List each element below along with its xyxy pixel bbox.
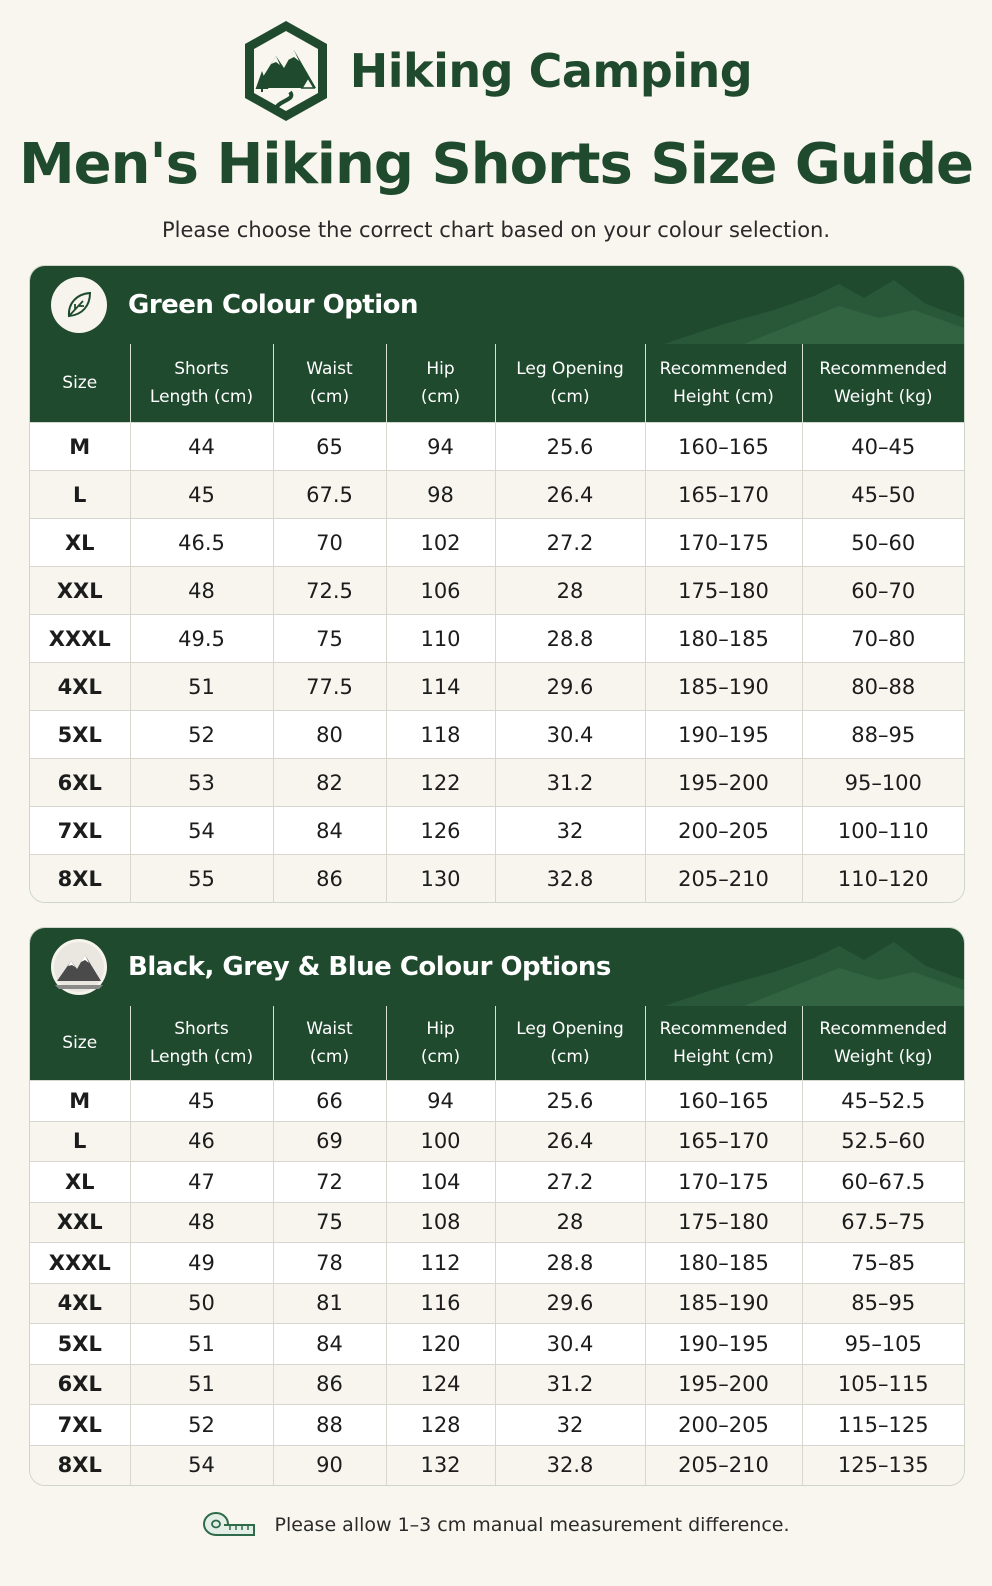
table-cell: 80 bbox=[273, 711, 386, 759]
mountain-decoration bbox=[664, 266, 964, 344]
table-cell: 195–200 bbox=[645, 759, 802, 807]
table-cell: 60–67.5 bbox=[802, 1162, 964, 1203]
table-cell: 67.5 bbox=[273, 471, 386, 519]
table-cell: 88–95 bbox=[802, 711, 964, 759]
table-cell: 110 bbox=[386, 615, 495, 663]
table-cell: 46.5 bbox=[130, 519, 273, 567]
table-cell: 95–105 bbox=[802, 1324, 964, 1365]
table-cell: 53 bbox=[130, 759, 273, 807]
leaf-icon bbox=[51, 277, 107, 333]
size-label-cell: XXL bbox=[30, 567, 130, 615]
table-cell: 95–100 bbox=[802, 759, 964, 807]
table-cell: 132 bbox=[386, 1445, 495, 1485]
size-label-cell: XL bbox=[30, 519, 130, 567]
table-cell: 50–60 bbox=[802, 519, 964, 567]
table-cell: 45–50 bbox=[802, 471, 964, 519]
table-cell: 25.6 bbox=[495, 423, 645, 471]
table-cell: 180–185 bbox=[645, 615, 802, 663]
table-cell: 52 bbox=[130, 711, 273, 759]
table-cell: 51 bbox=[130, 663, 273, 711]
footer-note bbox=[0, 1510, 992, 1540]
table-cell: 165–170 bbox=[645, 471, 802, 519]
column-header bbox=[802, 1006, 964, 1081]
size-label-cell: XXXL bbox=[30, 615, 130, 663]
table-cell: 31.2 bbox=[495, 1364, 645, 1405]
table-cell: 29.6 bbox=[495, 663, 645, 711]
column-header-label: Shorts bbox=[174, 359, 229, 379]
table-cell: 32 bbox=[495, 1405, 645, 1446]
table-cell: 40–45 bbox=[802, 423, 964, 471]
column-header-label: Recommended bbox=[659, 359, 788, 379]
column-header-label: Recommended bbox=[819, 359, 948, 379]
table-cell: 102 bbox=[386, 519, 495, 567]
column-header-label: Height (cm) bbox=[673, 387, 774, 407]
column-header-label: (cm) bbox=[309, 1047, 350, 1067]
column-header-label: Waist bbox=[306, 359, 353, 379]
column-header-label: (cm) bbox=[420, 1047, 461, 1067]
column-header-label: Size bbox=[62, 1033, 98, 1053]
table-cell: 100–110 bbox=[802, 807, 964, 855]
table-cell: 54 bbox=[130, 807, 273, 855]
table-row bbox=[30, 1364, 964, 1405]
table-cell: 29.6 bbox=[495, 1283, 645, 1324]
table-cell: 205–210 bbox=[645, 1445, 802, 1485]
table-cell: 78 bbox=[273, 1243, 386, 1284]
table-cell: 32.8 bbox=[495, 1445, 645, 1485]
size-label-cell: 6XL bbox=[30, 1364, 130, 1405]
table-cell: 28 bbox=[495, 567, 645, 615]
table-row bbox=[30, 1162, 964, 1203]
table-cell: 67.5–75 bbox=[802, 1202, 964, 1243]
table-cell: 46 bbox=[130, 1121, 273, 1162]
table-row bbox=[30, 1121, 964, 1162]
table-cell: 112 bbox=[386, 1243, 495, 1284]
table-cell: 84 bbox=[273, 807, 386, 855]
table-cell: 51 bbox=[130, 1324, 273, 1365]
table-cell: 86 bbox=[273, 855, 386, 903]
table-cell: 130 bbox=[386, 855, 495, 903]
column-header-label: Waist bbox=[306, 1019, 353, 1039]
table-row bbox=[30, 471, 964, 519]
table-cell: 31.2 bbox=[495, 759, 645, 807]
table-cell: 27.2 bbox=[495, 519, 645, 567]
table-cell: 48 bbox=[130, 567, 273, 615]
column-header-label: Hip bbox=[426, 1019, 455, 1039]
table-cell: 200–205 bbox=[645, 807, 802, 855]
table-cell: 124 bbox=[386, 1364, 495, 1405]
column-header-label: Weight (kg) bbox=[833, 1047, 933, 1067]
table-cell: 47 bbox=[130, 1162, 273, 1203]
table-cell: 115–125 bbox=[802, 1405, 964, 1446]
table-header-row bbox=[30, 344, 964, 423]
column-header bbox=[645, 1006, 802, 1081]
table-cell: 120 bbox=[386, 1324, 495, 1365]
table-cell: 28 bbox=[495, 1202, 645, 1243]
table-cell: 160–165 bbox=[645, 1081, 802, 1122]
table-row bbox=[30, 1405, 964, 1446]
table-cell: 104 bbox=[386, 1162, 495, 1203]
table-cell: 122 bbox=[386, 759, 495, 807]
table-cell: 98 bbox=[386, 471, 495, 519]
mountain-decoration bbox=[664, 928, 964, 1006]
table-cell: 106 bbox=[386, 567, 495, 615]
table-cell: 114 bbox=[386, 663, 495, 711]
table-cell: 52.5–60 bbox=[802, 1121, 964, 1162]
table-cell: 32.8 bbox=[495, 855, 645, 903]
column-header-label: (cm) bbox=[309, 387, 350, 407]
column-header-label: (cm) bbox=[550, 387, 590, 407]
column-header-label: Leg Opening bbox=[516, 359, 624, 379]
column-header bbox=[495, 344, 645, 423]
table-row bbox=[30, 663, 964, 711]
table-row bbox=[30, 615, 964, 663]
brand-header bbox=[0, 18, 992, 124]
table-cell: 51 bbox=[130, 1364, 273, 1405]
table-cell: 44 bbox=[130, 423, 273, 471]
page-subtitle: Please choose the correct chart based on your colour selection. bbox=[161, 218, 831, 242]
table-row bbox=[30, 855, 964, 903]
table-cell: 60–70 bbox=[802, 567, 964, 615]
column-header-label: Shorts bbox=[174, 1019, 229, 1039]
column-header bbox=[645, 344, 802, 423]
table-cell: 45 bbox=[130, 471, 273, 519]
column-header-label: Length (cm) bbox=[149, 387, 254, 407]
table-cell: 190–195 bbox=[645, 711, 802, 759]
table-cell: 90 bbox=[273, 1445, 386, 1485]
table-cell: 26.4 bbox=[495, 471, 645, 519]
table-cell: 28.8 bbox=[495, 1243, 645, 1284]
table-cell: 25.6 bbox=[495, 1081, 645, 1122]
table-row bbox=[30, 1202, 964, 1243]
table-cell: 26.4 bbox=[495, 1121, 645, 1162]
table-cell: 94 bbox=[386, 1081, 495, 1122]
table-cell: 75 bbox=[273, 615, 386, 663]
column-header-label: Leg Opening bbox=[516, 1019, 624, 1039]
table-cell: 185–190 bbox=[645, 1283, 802, 1324]
size-label-cell: XL bbox=[30, 1162, 130, 1203]
chart-title: Black, Grey & Blue Colour Options bbox=[128, 952, 611, 982]
size-label-cell: M bbox=[30, 1081, 130, 1122]
table-cell: 32 bbox=[495, 807, 645, 855]
table-cell: 116 bbox=[386, 1283, 495, 1324]
table-cell: 81 bbox=[273, 1283, 386, 1324]
size-label-cell: 6XL bbox=[30, 759, 130, 807]
table-cell: 70 bbox=[273, 519, 386, 567]
column-header bbox=[130, 344, 273, 423]
table-row bbox=[30, 519, 964, 567]
table-cell: 160–165 bbox=[645, 423, 802, 471]
size-label-cell: L bbox=[30, 471, 130, 519]
table-cell: 30.4 bbox=[495, 1324, 645, 1365]
table-cell: 45 bbox=[130, 1081, 273, 1122]
table-row bbox=[30, 1445, 964, 1485]
table-cell: 69 bbox=[273, 1121, 386, 1162]
table-row bbox=[30, 1283, 964, 1324]
table-cell: 86 bbox=[273, 1364, 386, 1405]
table-cell: 75–85 bbox=[802, 1243, 964, 1284]
table-cell: 200–205 bbox=[645, 1405, 802, 1446]
column-header bbox=[30, 1006, 130, 1081]
size-label-cell: 8XL bbox=[30, 855, 130, 903]
chart-header bbox=[30, 266, 964, 344]
table-cell: 128 bbox=[386, 1405, 495, 1446]
table-cell: 72 bbox=[273, 1162, 386, 1203]
table-row bbox=[30, 1324, 964, 1365]
table-row bbox=[30, 567, 964, 615]
table-cell: 77.5 bbox=[273, 663, 386, 711]
table-cell: 65 bbox=[273, 423, 386, 471]
column-header-label: Size bbox=[62, 373, 98, 393]
size-table bbox=[30, 344, 964, 902]
table-row bbox=[30, 423, 964, 471]
table-cell: 105–115 bbox=[802, 1364, 964, 1405]
table-cell: 195–200 bbox=[645, 1364, 802, 1405]
table-cell: 48 bbox=[130, 1202, 273, 1243]
chart-header bbox=[30, 928, 964, 1006]
table-cell: 66 bbox=[273, 1081, 386, 1122]
mountain-icon bbox=[51, 939, 107, 995]
table-cell: 185–190 bbox=[645, 663, 802, 711]
column-header-label: Recommended bbox=[819, 1019, 948, 1039]
table-row bbox=[30, 759, 964, 807]
table-cell: 52 bbox=[130, 1405, 273, 1446]
table-cell: 70–80 bbox=[802, 615, 964, 663]
table-cell: 100 bbox=[386, 1121, 495, 1162]
column-header-label: Length (cm) bbox=[149, 1047, 254, 1067]
size-label-cell: 5XL bbox=[30, 1324, 130, 1365]
size-label-cell: XXXL bbox=[30, 1243, 130, 1284]
table-cell: 80–88 bbox=[802, 663, 964, 711]
column-header bbox=[273, 1006, 386, 1081]
table-cell: 170–175 bbox=[645, 519, 802, 567]
black-grey-blue-size-chart bbox=[29, 927, 965, 1486]
column-header bbox=[802, 344, 964, 423]
size-label-cell: 4XL bbox=[30, 1283, 130, 1324]
table-cell: 175–180 bbox=[645, 1202, 802, 1243]
table-cell: 27.2 bbox=[495, 1162, 645, 1203]
size-label-cell: 7XL bbox=[30, 807, 130, 855]
table-cell: 55 bbox=[130, 855, 273, 903]
measurement-note: Please allow 1–3 cm manual measurement difference. bbox=[274, 1514, 790, 1536]
column-header bbox=[495, 1006, 645, 1081]
table-cell: 180–185 bbox=[645, 1243, 802, 1284]
table-row bbox=[30, 807, 964, 855]
table-cell: 205–210 bbox=[645, 855, 802, 903]
table-cell: 190–195 bbox=[645, 1324, 802, 1365]
column-header-label: (cm) bbox=[550, 1047, 590, 1067]
table-cell: 175–180 bbox=[645, 567, 802, 615]
table-cell: 30.4 bbox=[495, 711, 645, 759]
column-header-label: Recommended bbox=[659, 1019, 788, 1039]
size-label-cell: 4XL bbox=[30, 663, 130, 711]
green-colour-size-chart bbox=[29, 265, 965, 903]
table-cell: 88 bbox=[273, 1405, 386, 1446]
column-header bbox=[386, 344, 495, 423]
size-label-cell: 7XL bbox=[30, 1405, 130, 1446]
table-cell: 84 bbox=[273, 1324, 386, 1365]
size-label-cell: XXL bbox=[30, 1202, 130, 1243]
brand-name: Hiking Camping bbox=[349, 44, 753, 98]
table-cell: 118 bbox=[386, 711, 495, 759]
page-title: Men's Hiking Shorts Size Guide bbox=[18, 132, 974, 197]
table-cell: 72.5 bbox=[273, 567, 386, 615]
table-cell: 82 bbox=[273, 759, 386, 807]
table-row bbox=[30, 1243, 964, 1284]
table-cell: 108 bbox=[386, 1202, 495, 1243]
column-header bbox=[273, 344, 386, 423]
table-cell: 110–120 bbox=[802, 855, 964, 903]
table-cell: 49.5 bbox=[130, 615, 273, 663]
tape-measure-icon bbox=[202, 1510, 256, 1540]
size-label-cell: L bbox=[30, 1121, 130, 1162]
table-cell: 126 bbox=[386, 807, 495, 855]
column-header-label: Weight (kg) bbox=[833, 387, 933, 407]
table-cell: 28.8 bbox=[495, 615, 645, 663]
table-cell: 94 bbox=[386, 423, 495, 471]
column-header-label: (cm) bbox=[420, 387, 461, 407]
size-table bbox=[30, 1006, 964, 1485]
table-cell: 54 bbox=[130, 1445, 273, 1485]
size-label-cell: 8XL bbox=[30, 1445, 130, 1485]
mountain-badge-icon bbox=[240, 18, 332, 124]
column-header-label: Height (cm) bbox=[673, 1047, 774, 1067]
table-cell: 85–95 bbox=[802, 1283, 964, 1324]
size-label-cell: M bbox=[30, 423, 130, 471]
table-row bbox=[30, 1081, 964, 1122]
table-row bbox=[30, 711, 964, 759]
column-header bbox=[386, 1006, 495, 1081]
column-header-label: Hip bbox=[426, 359, 455, 379]
table-cell: 49 bbox=[130, 1243, 273, 1284]
table-cell: 170–175 bbox=[645, 1162, 802, 1203]
table-cell: 50 bbox=[130, 1283, 273, 1324]
column-header bbox=[30, 344, 130, 423]
table-cell: 125–135 bbox=[802, 1445, 964, 1485]
table-cell: 45–52.5 bbox=[802, 1081, 964, 1122]
column-header bbox=[130, 1006, 273, 1081]
table-cell: 165–170 bbox=[645, 1121, 802, 1162]
size-label-cell: 5XL bbox=[30, 711, 130, 759]
table-cell: 75 bbox=[273, 1202, 386, 1243]
chart-title: Green Colour Option bbox=[128, 290, 419, 320]
table-header-row bbox=[30, 1006, 964, 1081]
